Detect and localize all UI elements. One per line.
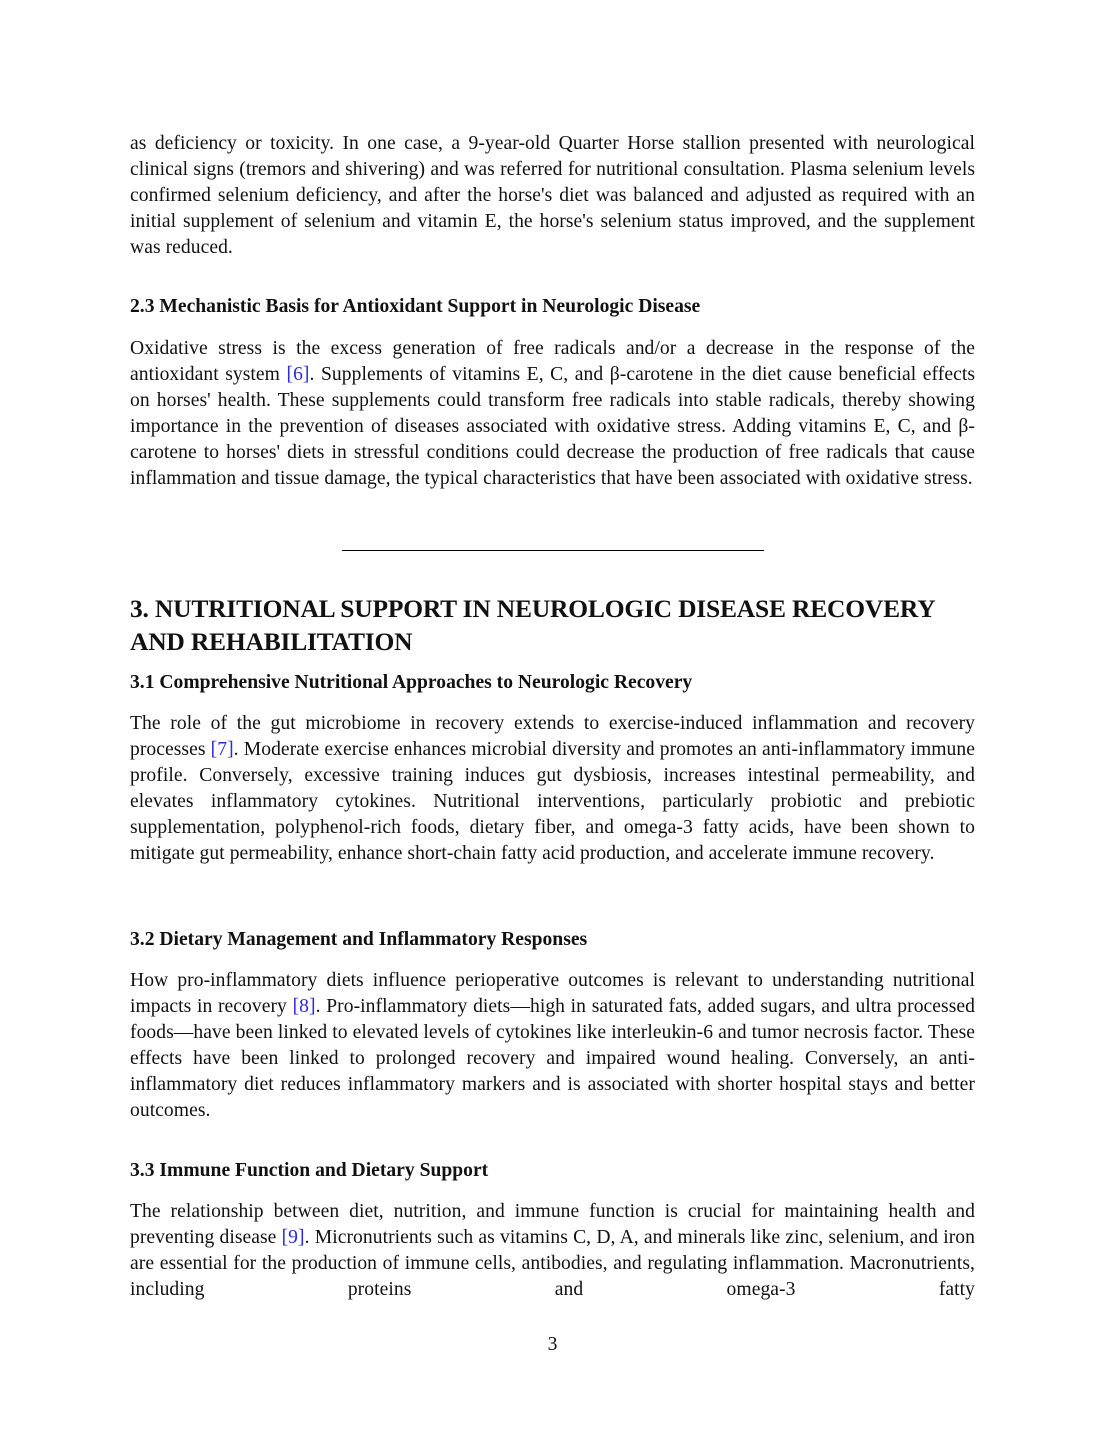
section-3-3-heading: 3.3 Immune Function and Dietary Support: [130, 1160, 489, 1181]
paragraph-text: . Moderate exercise enhances microbial diversity and promotes an anti-inflammatory immune profile. Conversely, excessive training induces gut dysbiosis, increases intestinal permeability, and elevates inflammatory cytokines. Nutritional interventions, particularly probiotic and prebiotic supplementation, polyphenol-rich foods, dietary fiber, and omega-3 fatty acids, have been shown to mitigate gut permeability, enhance short-chain fatty acid production, and accelerate immune recovery.: [130, 739, 976, 864]
section-2-3-paragraph: [130, 336, 975, 492]
page-number: 3: [547, 1334, 558, 1355]
citation-link[interactable]: [6]: [286, 364, 310, 385]
section-3-3: [130, 1158, 975, 1303]
section-divider: [342, 550, 764, 551]
paragraph-text: How pro-inflammatory diets influence perioperative outcomes is relevant to understanding nutritional impacts in recovery: [130, 970, 975, 1017]
paragraph-text: The relationship between diet, nutrition, and immune function is crucial for maintaining health and preventing disease: [130, 1201, 975, 1248]
citation-link[interactable]: [9]: [281, 1227, 305, 1248]
section-3-1: [130, 670, 975, 867]
citation-link[interactable]: [8]: [292, 996, 316, 1017]
paragraph-text: Oxidative stress is the excess generation of free radicals and/or a decrease in the response of the antioxidant system: [130, 338, 975, 385]
paragraph-text: The role of the gut microbiome in recovery extends to exercise-induced inflammation and recovery processes: [130, 713, 975, 760]
citation-link[interactable]: [7]: [210, 739, 234, 760]
paragraph-text: . Micronutrients such as vitamins C, D, A, and minerals like zinc, selenium, and iron are essential for the production of immune cells, antibodies, and regulating inflammation. Macronutrients, including proteins and omega-3 fatty: [130, 1227, 975, 1300]
continued-paragraph-block: [130, 131, 975, 261]
section-3-3-paragraph: [130, 1199, 975, 1303]
section-3-1-heading: 3.1 Comprehensive Nutritional Approaches to Neurologic Recovery: [130, 672, 693, 693]
paragraph-text: . Supplements of vitamins E, C, and β-carotene in the diet cause beneficial effects on horses' health. These supplements could transform free radicals into stable radicals, thereby showing importance in the prevention of diseases associated with oxidative stress. Adding vitamins E, C, and β-carotene to horses' diets in stressful conditions could decrease the production of free radicals that cause inflammation and tissue damage, the typical characteristics that have been associated with oxidative stress.: [130, 364, 975, 489]
section-3-1-paragraph: [130, 711, 975, 867]
continued-paragraph: as deficiency or toxicity. In one case, a 9-year-old Quarter Horse stallion presented with neurological clinical signs (tremors and shivering) and was referred for nutritional consultation. Plasma selenium levels confirmed selenium deficiency, and after the horse's diet was balanced and adjusted as required with an initial supplement of selenium and vitamin E, the horse's selenium status improved, and the supplement was reduced.: [130, 133, 975, 258]
section-3-heading: 3. NUTRITIONAL SUPPORT IN NEUROLOGIC DISEASE RECOVERY AND REHABILITATION: [130, 594, 935, 656]
section-2-3-heading: 2.3 Mechanistic Basis for Antioxidant Support in Neurologic Disease: [130, 296, 701, 317]
section-3: [130, 592, 975, 658]
paragraph-text: . Pro-inflammatory diets—high in saturated fats, added sugars, and ultra processed foods—have been linked to elevated levels of cytokines like interleukin-6 and tumor necrosis factor. These effects have been linked to prolonged recovery and impaired wound healing. Conversely, an anti-inflammatory diet reduces inflammatory markers and is associated with shorter hospital stays and better outcomes.: [130, 996, 975, 1121]
section-3-2-paragraph: [130, 968, 975, 1124]
section-3-2: [130, 927, 975, 1124]
section-2-3: [130, 294, 975, 492]
section-3-2-heading: 3.2 Dietary Management and Inflammatory Responses: [130, 929, 588, 950]
